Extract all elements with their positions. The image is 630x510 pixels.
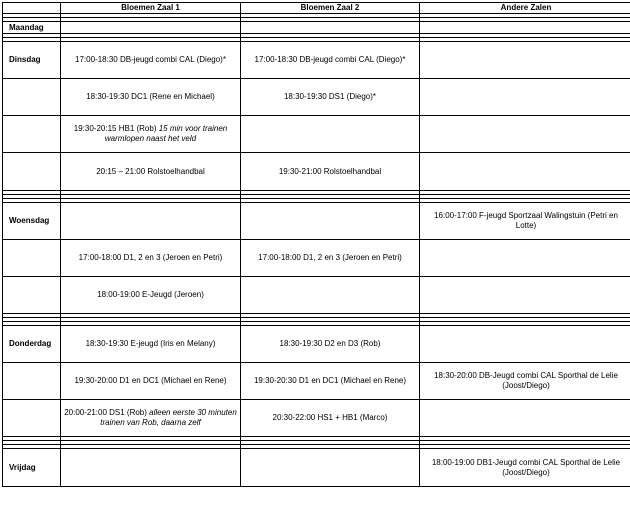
schedule-row xyxy=(3,449,630,487)
slot-woensdag-andere: 16:00-17:00 F-jeugd Sportzaal Walingstuin (Petri en Lotte) xyxy=(420,203,630,240)
cell xyxy=(3,240,61,277)
slot-note: alleen eerste 30 minuten trainen van Rob, daarna zelf xyxy=(100,408,237,427)
day-row-maandag xyxy=(3,22,630,34)
header-andere-zalen: Andere Zalen xyxy=(420,3,630,14)
header-row xyxy=(3,3,630,14)
day-label-maandag: Maandag xyxy=(3,22,61,34)
slot-dinsdag-andere xyxy=(420,42,630,79)
slot-dinsdag-zaal1: 20:15 – 21:00 Rolstoelhandbal xyxy=(61,153,241,191)
slot-donderdag-andere xyxy=(420,326,630,363)
slot-donderdag-zaal2: 18:30-19:30 D2 en D3 (Rob) xyxy=(241,326,420,363)
slot-vrijdag-zaal1 xyxy=(61,449,241,487)
slot-dinsdag-andere xyxy=(420,153,630,191)
slot-dinsdag-zaal2 xyxy=(241,116,420,153)
slot-woensdag-zaal1 xyxy=(61,203,241,240)
training-schedule-table xyxy=(2,2,630,487)
day-label-vrijdag: Vrijdag xyxy=(3,449,61,487)
cell xyxy=(3,400,61,437)
slot-dinsdag-zaal2: 17:00-18:30 DB-jeugd combi CAL (Diego)* xyxy=(241,42,420,79)
schedule-row xyxy=(3,400,630,437)
slot-vrijdag-andere: 18:00-19:00 DB1-Jeugd combi CAL Sporthal de Lelie (Joost/Diego) xyxy=(420,449,630,487)
day-label-dinsdag: Dinsdag xyxy=(3,42,61,79)
schedule-row xyxy=(3,326,630,363)
slot-woensdag-zaal1: 17:00-18:00 D1, 2 en 3 (Jeroen en Petri) xyxy=(61,240,241,277)
slot-woensdag-andere xyxy=(420,277,630,314)
schedule-row xyxy=(3,153,630,191)
slot-dinsdag-andere xyxy=(420,79,630,116)
slot-donderdag-zaal2: 19:30-20:30 D1 en DC1 (Michael en Rene) xyxy=(241,363,420,400)
schedule-row xyxy=(3,203,630,240)
cell xyxy=(3,153,61,191)
cell xyxy=(420,22,630,34)
slot-woensdag-zaal2 xyxy=(241,277,420,314)
slot-donderdag-zaal1: 19:30-20:00 D1 en DC1 (Michael en Rene) xyxy=(61,363,241,400)
slot-vrijdag-zaal2 xyxy=(241,449,420,487)
slot-woensdag-zaal2: 17:00-18:00 D1, 2 en 3 (Jeroen en Petri) xyxy=(241,240,420,277)
schedule-row xyxy=(3,116,630,153)
slot-note: 15 min voor trainen warmlopen naast het veld xyxy=(104,124,228,143)
cell xyxy=(61,22,241,34)
slot-donderdag-andere: 18:30-20:00 DB-Jeugd combi CAL Sporthal de Lelie (Joost/Diego) xyxy=(420,363,630,400)
cell xyxy=(3,79,61,116)
slot-donderdag-zaal1: 18:30-19:30 E-jeugd (Iris en Melany) xyxy=(61,326,241,363)
slot-main-text: 19:30-20:15 HB1 (Rob) xyxy=(73,124,157,133)
day-label-donderdag: Donderdag xyxy=(3,326,61,363)
slot-dinsdag-zaal1: 17:00-18:30 DB-jeugd combi CAL (Diego)* xyxy=(61,42,241,79)
slot-dinsdag-zaal2: 18:30-19:30 DS1 (Diego)* xyxy=(241,79,420,116)
slot-woensdag-zaal2 xyxy=(241,203,420,240)
slot-donderdag-zaal1 xyxy=(61,400,241,437)
slot-dinsdag-zaal1 xyxy=(61,116,241,153)
cell xyxy=(3,116,61,153)
cell xyxy=(3,363,61,400)
schedule-row xyxy=(3,42,630,79)
day-label-woensdag: Woensdag xyxy=(3,203,61,240)
slot-woensdag-andere xyxy=(420,240,630,277)
header-bloemen-zaal-2: Bloemen Zaal 2 xyxy=(241,3,420,14)
slot-donderdag-zaal2: 20:30-22:00 HS1 + HB1 (Marco) xyxy=(241,400,420,437)
cell xyxy=(241,22,420,34)
slot-dinsdag-zaal2: 19:30-21:00 Rolstoelhandbal xyxy=(241,153,420,191)
schedule-row xyxy=(3,363,630,400)
slot-woensdag-zaal1: 18:00-19:00 E-Jeugd (Jeroen) xyxy=(61,277,241,314)
slot-main-text: 20:00-21:00 DS1 (Rob) xyxy=(64,408,147,417)
header-corner xyxy=(3,3,61,14)
schedule-row xyxy=(3,240,630,277)
schedule-row xyxy=(3,79,630,116)
slot-donderdag-andere xyxy=(420,400,630,437)
header-bloemen-zaal-1: Bloemen Zaal 1 xyxy=(61,3,241,14)
schedule-row xyxy=(3,277,630,314)
slot-dinsdag-andere xyxy=(420,116,630,153)
slot-dinsdag-zaal1: 18:30-19:30 DC1 (Rene en Michael) xyxy=(61,79,241,116)
cell xyxy=(3,277,61,314)
